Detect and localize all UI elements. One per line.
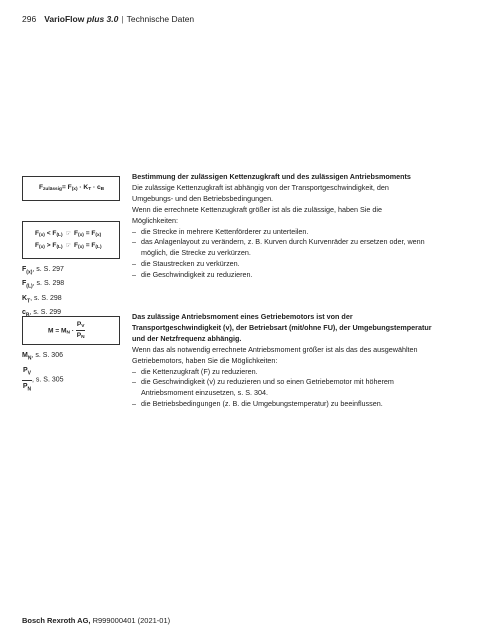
section-title-line: Das zulässige Antriebsmoment eines Getriebemotors ist von der — [132, 312, 353, 321]
formula-permissible-force — [39, 184, 104, 192]
reference-item — [22, 293, 64, 307]
ref-symbol: c — [22, 309, 26, 317]
list-item-text: Antriebsmoment einzusetzen, s. S. 304. — [141, 388, 269, 398]
options-list — [132, 227, 462, 282]
equals-f: = F — [61, 184, 72, 191]
pn-subscript: N — [81, 335, 85, 340]
page-number: 296 — [22, 14, 37, 24]
less-than-fl: < F — [44, 230, 57, 237]
list-item-text: die Staustrecken zu verkürzen. — [141, 259, 240, 269]
list-item — [132, 399, 462, 410]
fl-subscript: (L) — [95, 245, 102, 250]
pn-symbol: P — [22, 382, 28, 390]
page-header — [22, 14, 194, 24]
pn-subscript: N — [27, 386, 32, 393]
reference-item — [22, 350, 64, 364]
list-item — [132, 367, 462, 378]
formula-row-less — [35, 230, 101, 238]
reference-item — [22, 264, 64, 278]
list-item-text: möglich, die Strecke zu verkürzen. — [141, 248, 251, 258]
times-k: · K — [77, 184, 89, 191]
paragraph-line: Wenn die errechnete Kettenzugkraft größer ist als die zulässige, haben Sie die — [132, 204, 382, 214]
pointing-hand-icon: ☞ — [65, 231, 71, 237]
ref-symbol: F — [22, 266, 27, 273]
list-item-text: die Strecke in mehrere Kettenförderer zu unterteilen. — [141, 226, 309, 236]
formula-box-torque — [22, 316, 120, 345]
formula-box-permissible-force — [22, 176, 120, 201]
paragraph-line: Umgebungs- und den Betriebsbedingungen. — [132, 193, 274, 203]
fx-subscript: (x) — [71, 187, 78, 192]
m-equals-mn: M = M — [48, 327, 67, 335]
pv-subscript: V — [27, 370, 32, 377]
section-name: Technische Daten — [126, 14, 195, 24]
footer-brand: Bosch Rexroth AG, — [22, 616, 91, 625]
reference-list-forces — [22, 264, 64, 322]
ref-page: , s. S. 298 — [32, 280, 65, 288]
options-list — [132, 367, 462, 411]
pv-symbol: P — [23, 367, 28, 375]
ref-subscript: T — [27, 298, 31, 305]
fx-symbol: F — [35, 242, 40, 249]
ref-symbol: M — [22, 352, 28, 359]
c-subscript: B — [100, 187, 105, 192]
formula-row-greater — [35, 242, 102, 250]
header-separator: | — [121, 14, 124, 24]
ref-symbol: K — [22, 294, 28, 302]
k-subscript: T — [88, 187, 92, 192]
paragraph-line: Getriebemotors, haben Sie die Möglichkeiten: — [132, 355, 278, 365]
ref-page: , s. S. 297 — [32, 266, 64, 273]
product-name-italic: plus 3.0 — [86, 14, 119, 24]
ref-page: , s. S. 306 — [31, 352, 63, 359]
fx-subscript: (x) — [95, 233, 102, 238]
fx-subscript: (x) — [78, 245, 84, 250]
f-subscript: zulässig — [43, 187, 62, 192]
fx-subscript: (x) — [39, 233, 45, 238]
list-item-text: die Kettenzugkraft (F) zu reduzieren. — [141, 366, 258, 376]
section-title-line: Transportgeschwindigkeit (v), der Betriebsart (mit/ohne FU), der Umgebungstemperatur — [132, 322, 432, 332]
pn-symbol: P — [76, 332, 82, 339]
reference-item — [22, 278, 64, 292]
equals-fl: = F — [83, 242, 96, 249]
product-name-bold: VarioFlow — [44, 14, 85, 24]
list-item-text: die Geschwindigkeit (v) zu reduzieren und so einen Getriebemotor mit höherem — [141, 377, 394, 387]
power-ratio-fraction — [22, 366, 32, 394]
ref-subscript: (L) — [26, 283, 33, 290]
reference-list-torque — [22, 350, 64, 394]
fl-subscript: (L) — [56, 233, 63, 238]
list-item-text: die Betriebsbedingungen (z. B. die Umgebungstemperatur) zu beeinflussen. — [141, 399, 383, 409]
paragraph-line: Möglichkeiten: — [132, 215, 178, 225]
list-item — [132, 237, 462, 259]
ref-page: , s. S. 305 — [32, 377, 64, 385]
section-force-determination — [132, 172, 462, 281]
ref-symbol: F — [22, 280, 27, 288]
section-title-line: und der Netzfrequenz abhängig. — [132, 333, 242, 343]
ref-page: , s. S. 298 — [30, 294, 62, 302]
f-symbol: F — [39, 184, 44, 191]
pv-subscript: V — [81, 324, 85, 329]
ref-subscript: N — [27, 355, 32, 362]
paragraph-line: Wenn das als notwendig errechnete Antriebsmoment größer ist als das des ausgewählten — [132, 344, 418, 354]
equals-fx: = F — [83, 230, 96, 237]
section-torque — [132, 312, 462, 410]
power-ratio-fraction — [76, 321, 86, 340]
list-item — [132, 270, 462, 281]
fl-subscript: (L) — [56, 245, 63, 250]
fx-subscript: (x) — [78, 233, 84, 238]
formula-box-force-comparison — [22, 221, 120, 259]
page-footer — [22, 616, 170, 625]
footer-doc-number: R999000401 (2021-01) — [92, 616, 171, 625]
mn-subscript: N — [66, 330, 70, 336]
ref-page: , s. S. 299 — [29, 309, 62, 317]
fx-symbol: F — [35, 230, 40, 237]
list-item-text: die Geschwindigkeit zu reduzieren. — [141, 270, 253, 280]
list-item — [132, 259, 462, 270]
fx-subscript: (x) — [39, 245, 45, 250]
product-name — [44, 14, 118, 24]
times-c: · c — [91, 184, 101, 191]
list-item — [132, 377, 462, 399]
section-title: Bestimmung der zulässigen Kettenzugkraft und des zulässigen Antriebsmoments — [132, 172, 411, 181]
ref-subscript: (x) — [26, 269, 33, 276]
list-item-text: das Anlagenlayout zu verändern, z. B. Kurven durch Kurvenräder zu ersetzen oder, wenn — [141, 237, 425, 247]
formula-torque — [48, 321, 85, 340]
fx-symbol: F — [73, 242, 78, 249]
paragraph-line: Die zulässige Kettenzugkraft ist abhängig von der Transportgeschwindigkeit, den — [132, 182, 389, 192]
times: · — [69, 327, 76, 335]
list-item — [132, 227, 462, 238]
greater-than-fl: > F — [44, 242, 57, 249]
reference-item — [22, 366, 64, 394]
pointing-hand-icon: ☞ — [65, 243, 71, 249]
pv-symbol: P — [76, 321, 82, 328]
fx-symbol: F — [73, 230, 78, 237]
